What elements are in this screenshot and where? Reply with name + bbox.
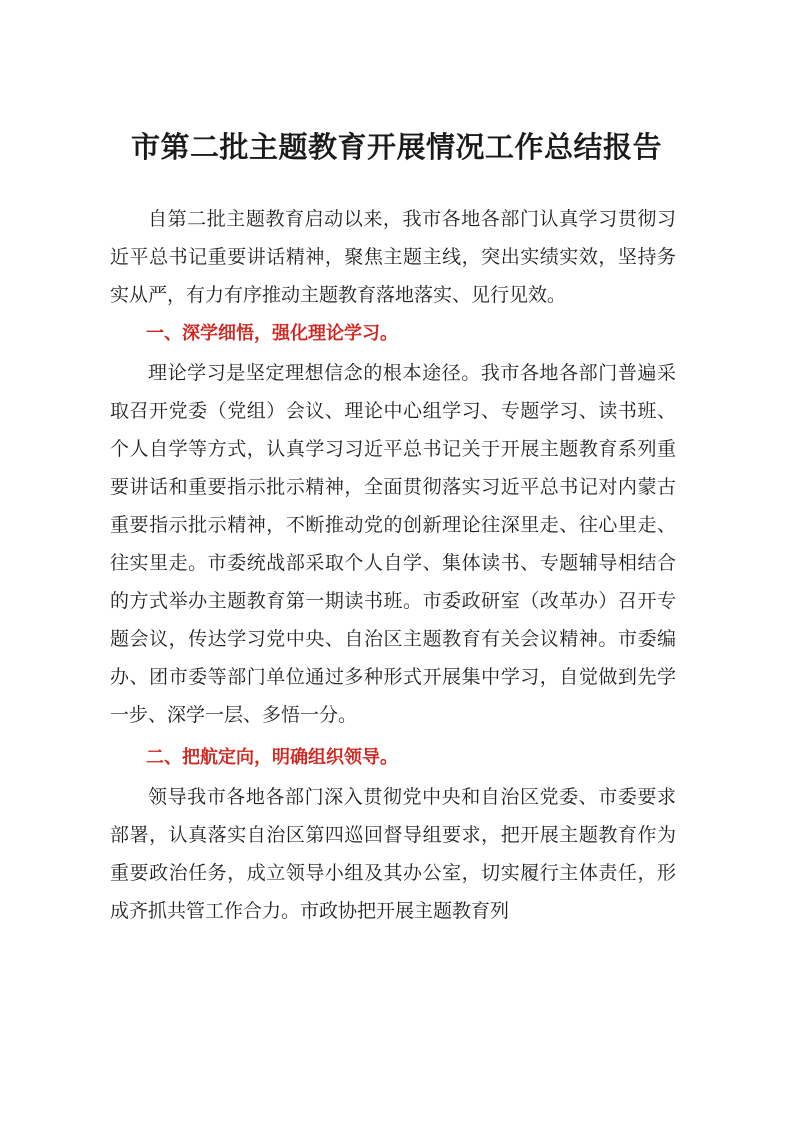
section-heading-1: 一、深学细悟，强化理论学习。 (146, 323, 398, 344)
intro-paragraph: 自第二批主题教育启动以来，我市各地各部门认真学习贯彻习近平总书记重要讲话精神，聚焦主题主线，突出实绩实效，坚持务实从严，有力有序推动主题教育落地落实、见行见效。 (110, 208, 676, 306)
document-title: 市第二批主题教育开展情况工作总结报告 (130, 130, 662, 164)
section-2-paragraph: 领导我市各地各部门深入贯彻党中央和自治区党委、市委要求部署，认真落实自治区第四巡回督导组要求，把开展主题教育作为重要政治任务，成立领导小组及其办公室，切实履行主体责任，形成齐抓共管工作合力。市政协把开展主题教育列 (110, 786, 676, 922)
section-1-paragraph: 理论学习是坚定理想信念的根本途径。我市各地各部门普遍采取召开党委（党组）会议、理论中心组学习、专题学习、读书班、个人自学等方式，认真学习习近平总书记关于开展主题教育系列重要讲话和重要指示批示精神，全面贯彻落实习近平总书记对内蒙古重要指示批示精神，不断推动党的创新理论往深里走、往心里走、往实里走。市委统战部采取个人自学、集体读书、专题辅导相结合的方式举办主题教育第一期读书班。市委政研室（改革办）召开专题会议，传达学习党中央、自治区主题教育有关会议精神。市委编办、团市委等部门单位通过多种形式开展集中学习，自觉做到先学一步、深学一层、多悟一分。 (110, 362, 676, 726)
section-heading-2: 二、把航定向，明确组织领导。 (146, 747, 398, 768)
document-body (110, 200, 676, 930)
